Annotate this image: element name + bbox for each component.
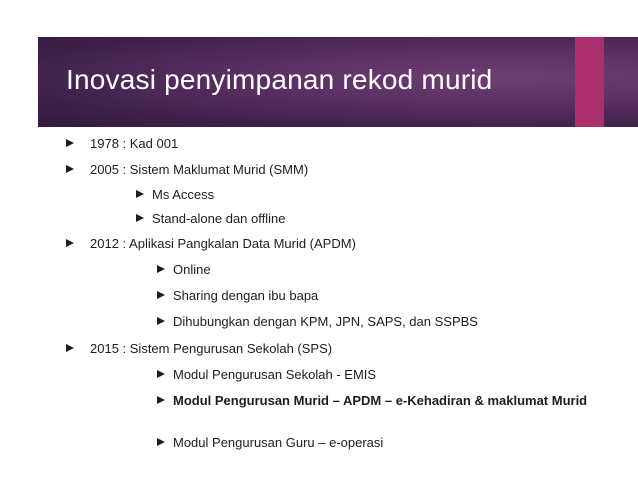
arrow-bullet-icon (157, 438, 165, 446)
slide-title: Inovasi penyimpanan rekod murid (66, 64, 493, 95)
arrow-bullet-icon (157, 396, 165, 404)
arrow-bullet-icon (136, 190, 144, 198)
arrow-bullet-icon (66, 239, 74, 247)
arrow-bullet-icon (157, 370, 165, 378)
bullet-list: 1978 : Kad 001 2005 : Sistem Maklumat Murid (SMM) Ms Access Stand-alone dan offline 2012 : Aplikasi Pangkalan Data Murid (APDM) Online Sharing dengan ibu bapa Dihubungkan dengan KPM, JPN, SAPS, dan SSPBS 2015 : Sistem Pengurusan Sekolah (SPS) Modul Pengurusan Sekolah - EMIS Modul Pengurusan Murid – APDM – e-Kehadiran & maklumat Murid Modul Pengurusan Guru – e-operasi (0, 0, 638, 479)
arrow-bullet-icon (66, 139, 74, 147)
arrow-bullet-icon (66, 165, 74, 173)
arrow-bullet-icon (157, 291, 165, 299)
arrow-bullet-icon (136, 214, 144, 222)
arrow-bullet-icon (66, 344, 74, 352)
arrow-bullet-icon (157, 317, 165, 325)
arrow-bullet-icon (157, 265, 165, 273)
